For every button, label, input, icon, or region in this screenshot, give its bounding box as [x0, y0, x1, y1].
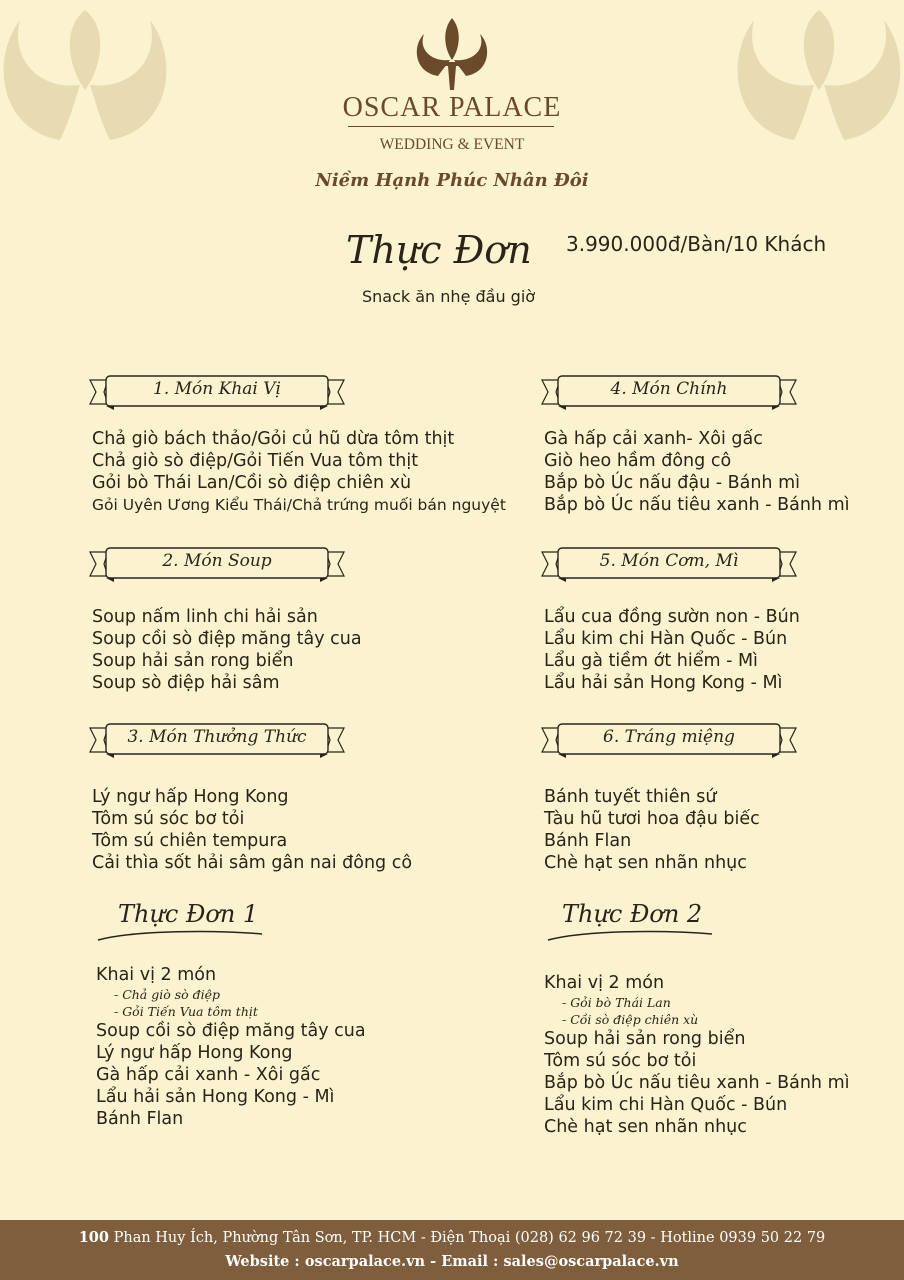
section-items-6 — [544, 786, 760, 874]
list-item: Soup cồi sò điệp măng tây cua — [92, 629, 362, 649]
list-item: Gỏi bò Thái Lan/Cồi sò điệp chiên xù — [92, 473, 412, 493]
list-item: Bắp bò Úc nấu đậu - Bánh mì — [544, 473, 800, 493]
brand-subtitle: WEDDING & EVENT — [379, 136, 525, 153]
section-title: 5. Món Cơm, Mì — [599, 551, 739, 571]
footer-address — [0, 1229, 904, 1246]
section-ribbon-4 — [540, 544, 798, 584]
menu-1-item-4: Lẩu hải sản Hong Kong - Mì — [96, 1087, 335, 1107]
page-title: Thực Đơn — [346, 228, 532, 272]
menu-1-item-5: Bánh Flan — [96, 1109, 184, 1129]
section-ribbon-1 — [88, 372, 346, 412]
list-item: Lẩu gà tiềm ớt hiểm - Mì — [544, 651, 758, 671]
list-item: Bánh tuyết thiên sứ — [544, 787, 717, 807]
list-item: Cải thìa sốt hải sâm gân nai đông cô — [92, 853, 413, 873]
menu-2-list — [544, 972, 849, 1138]
menu-2-sub-1: - Gỏi bò Thái Lan — [562, 995, 671, 1010]
section-ribbon-3 — [88, 544, 346, 584]
menu-2-title: Thực Đơn 2 — [562, 900, 703, 928]
menu-1-list — [96, 964, 366, 1130]
footer-web-label: Website : — [225, 1253, 300, 1270]
menu-1-item-1: Soup cồi sò điệp măng tây cua — [96, 1021, 366, 1041]
brand-tagline: Niềm Hạnh Phúc Nhân Đôi — [315, 170, 589, 191]
snack-note: Snack ăn nhẹ đầu giờ — [362, 287, 536, 306]
list-item: Soup nấm linh chi hải sản — [92, 607, 318, 627]
list-item: Chả giò bách thảo/Gỏi củ hũ dừa tôm thịt — [92, 429, 455, 449]
section-ribbon-2 — [540, 372, 798, 412]
section-title: 2. Món Soup — [162, 551, 272, 571]
fleur-de-lis-ornament-left — [0, 0, 180, 150]
list-item: Tôm sú sóc bơ tỏi — [92, 809, 245, 829]
menu-1-item-2: Lý ngư hấp Hong Kong — [96, 1043, 293, 1063]
section-items-1 — [92, 428, 506, 516]
list-item: Lẩu cua đồng sườn non - Bún — [544, 607, 800, 627]
menu-1-flourish — [96, 926, 264, 946]
menu-2-flourish — [546, 926, 714, 946]
footer-contact — [0, 1253, 904, 1270]
section-title: 4. Món Chính — [610, 379, 728, 399]
list-item: Chả giò sò điệp/Gỏi Tiến Vua tôm thịt — [92, 451, 419, 471]
menu-1-title: Thực Đơn 1 — [118, 900, 259, 928]
fleur-de-lis-ornament-right — [724, 0, 904, 150]
menu-2-item-2: Tôm sú sóc bơ tỏi — [544, 1051, 697, 1071]
footer — [0, 1220, 904, 1280]
list-item: Gỏi Uyên Ương Kiểu Thái/Chả trứng muối bán nguyệt — [92, 496, 506, 514]
menu-2-item-4: Lẩu kim chi Hàn Quốc - Bún — [544, 1095, 788, 1115]
section-title: 3. Món Thưởng Thức — [127, 727, 307, 747]
menu-1-item-3: Gà hấp cải xanh - Xôi gấc — [96, 1065, 321, 1085]
section-items-4 — [544, 606, 800, 694]
menu-2-item-5: Chè hạt sen nhãn nhục — [544, 1117, 747, 1137]
footer-address-text: Phan Huy Ích, Phường Tân Sơn, TP. HCM - Điện Thoại (028) 62 96 72 39 - Hotline 0939 50 22 79 — [113, 1230, 826, 1246]
section-ribbon-6 — [540, 720, 798, 760]
section-items-5 — [92, 786, 412, 874]
list-item: Soup hải sản rong biển — [92, 651, 294, 671]
menu-2-sub-2: - Cồi sò điệp chiên xù — [562, 1012, 699, 1027]
email-link[interactable]: sales@oscarpalace.vn — [503, 1253, 679, 1270]
menu-2-item-1: Soup hải sản rong biển — [544, 1029, 746, 1049]
list-item: Tôm sú chiên tempura — [92, 831, 288, 851]
footer-separator: - — [425, 1253, 442, 1270]
brand-name: OSCAR PALACE — [342, 92, 562, 123]
list-item: Lẩu hải sản Hong Kong - Mì — [544, 673, 783, 693]
list-item: Soup sò điệp hải sâm — [92, 673, 280, 693]
section-items-3 — [92, 606, 362, 694]
list-item: Giò heo hầm đông cô — [544, 451, 732, 471]
menu-1-sub-2: - Gỏi Tiến Vua tôm thịt — [114, 1004, 258, 1019]
section-items-2 — [544, 428, 849, 516]
menu-2-item-3: Bắp bò Úc nấu tiêu xanh - Bánh mì — [544, 1073, 850, 1093]
footer-address-number: 100 — [78, 1229, 109, 1246]
brand-divider — [348, 126, 554, 127]
list-item: Chè hạt sen nhãn nhục — [544, 853, 747, 873]
list-item: Lý ngư hấp Hong Kong — [92, 787, 289, 807]
section-title: 6. Tráng miệng — [603, 727, 735, 747]
footer-email-label: Email : — [441, 1253, 499, 1270]
menu-2-lead: Khai vị 2 món — [544, 973, 665, 993]
list-item: Bắp bò Úc nấu tiêu xanh - Bánh mì — [544, 495, 850, 515]
list-item: Gà hấp cải xanh- Xôi gấc — [544, 429, 763, 449]
section-title: 1. Món Khai Vị — [153, 379, 281, 399]
list-item: Tàu hũ tươi hoa đậu biếc — [544, 809, 760, 829]
list-item: Lẩu kim chi Hàn Quốc - Bún — [544, 629, 788, 649]
website-link[interactable]: oscarpalace.vn — [304, 1253, 426, 1270]
menu-1-lead: Khai vị 2 món — [96, 965, 217, 985]
section-ribbon-5 — [88, 720, 346, 760]
list-item: Bánh Flan — [544, 831, 632, 851]
fleur-de-lis-logo-icon — [412, 16, 492, 92]
price-text: 3.990.000đ/Bàn/10 Khách — [566, 232, 827, 256]
menu-1-sub-1: - Chả giò sò điệp — [114, 987, 221, 1002]
